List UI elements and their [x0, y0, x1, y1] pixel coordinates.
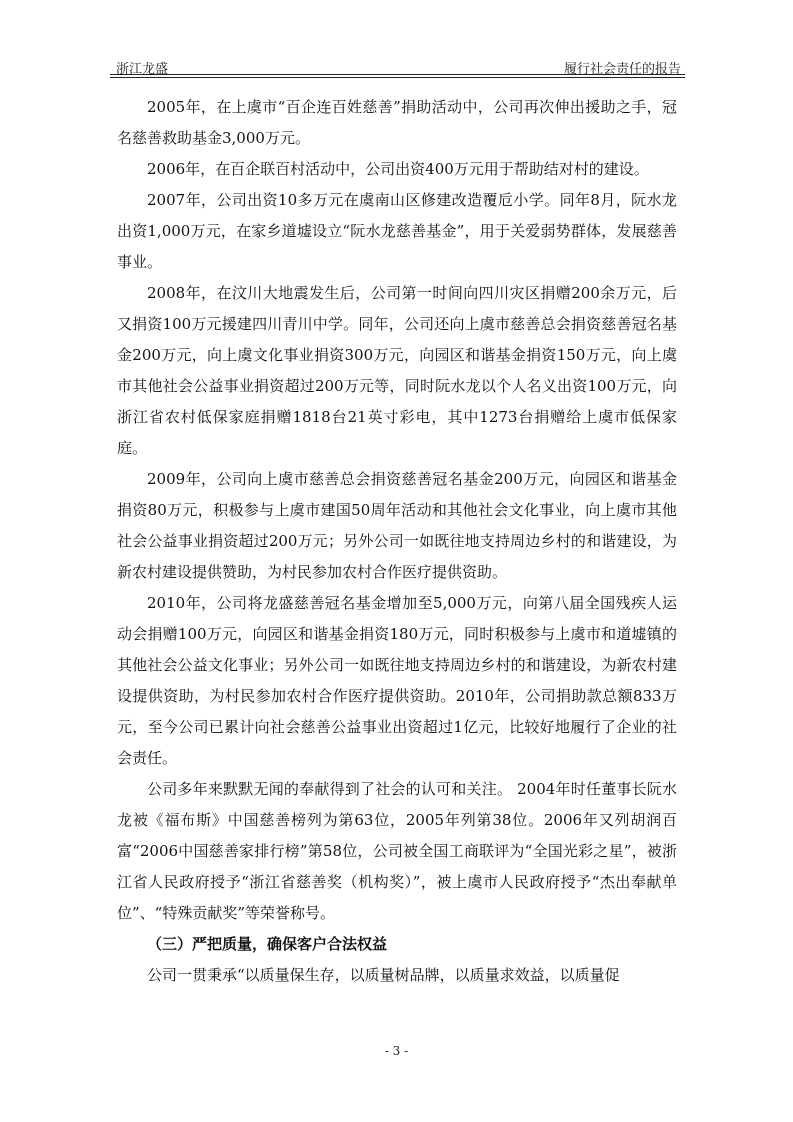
paragraph-2010: 2010年，公司将龙盛慈善冠名基金增加至5,000万元，向第八届全国残疾人运动会捐赠100万元，向园区和谐基金捐资180万元，同时积极参与上虞市和道墟镇的其他社会公益文化事业；另外公司一如既往地支持周边乡村的和谐建设，为新农村建设提供资助，为村民参加农村合作医疗提供资助。2010年，公司捐助款总额833万元，至今公司已累计向社会慈善公益事业出资超过1亿元，比较好地履行了企业的社会责任。	[117, 594, 677, 767]
header-rule-thin	[110, 77, 685, 78]
paragraph-2005: 2005年，在上虞市“百企连百姓慈善”捐助活动中，公司再次伸出援助之手，冠名慈善救助基金3,000万元。	[117, 98, 677, 147]
paragraph-2007: 2007年，公司出资10多万元在虞南山区修建改造覆卮小学。同年8月，阮水龙出资1,000万元，在家乡道墟设立“阮水龙慈善基金”，用于关爱弱势群体，发展慈善事业。	[117, 191, 677, 271]
section-heading: （三）严把质量，确保客户合法权益	[147, 935, 388, 953]
body-text	[117, 92, 677, 991]
paragraph-2006: 2006年，在百企联百村活动中，公司出资400万元用于帮助结对村的建设。	[147, 160, 649, 178]
header-company-name: 浙江龙盛	[116, 62, 169, 77]
paragraph-recognition: 公司多年来默默无闻的奉献得到了社会的认可和关注。 2004年时任董事长阮水龙被《福布斯》中国慈善榜列为第63位，2005年列第38位。2006年又列胡润百富“2006中国慈善家排行榜”第58位，公司被全国工商联评为“全国光彩之星”，被浙江省人民政府授予“浙江省慈善奖（机构奖）”，被上虞市人民政府授予“杰出奉献单位”、“特殊贡献奖”等荣誉称号。	[117, 780, 677, 922]
paragraph-quality: 公司一贯秉承“以质量保生存，以质量树品牌，以质量求效益，以质量促	[147, 966, 620, 984]
paragraph-2008: 2008年，在汶川大地震发生后，公司第一时间向四川灾区捐赠200余万元，后又捐资100万元援建四川青川中学。同年，公司还向上虞市慈善总会捐资慈善冠名基金200万元，向上虞文化事业捐资300万元，向园区和谐基金捐资150万元，向上虞市其他社会公益事业捐资超过200万元等，同时阮水龙以个人名义出资100万元，向浙江省农村低保家庭捐赠1818台21英寸彩电，其中1273台捐赠给上虞市低保家庭。	[117, 284, 677, 457]
page-number: - 3 -	[384, 1044, 409, 1058]
header-report-title: 履行社会责任的报告	[563, 62, 681, 77]
header-rule-thick	[110, 74, 685, 75]
paragraph-2009: 2009年，公司向上虞市慈善总会捐资慈善冠名基金200万元，向园区和谐基金捐资80万元，积极参与上虞市建国50周年活动和其他社会文化事业，向上虞市其他社会公益事业捐资超过200万元；另外公司一如既往地支持周边乡村的和谐建设，为新农村建设提供赞助，为村民参加农村合作医疗提供资助。	[117, 470, 677, 581]
page-header	[110, 54, 685, 76]
